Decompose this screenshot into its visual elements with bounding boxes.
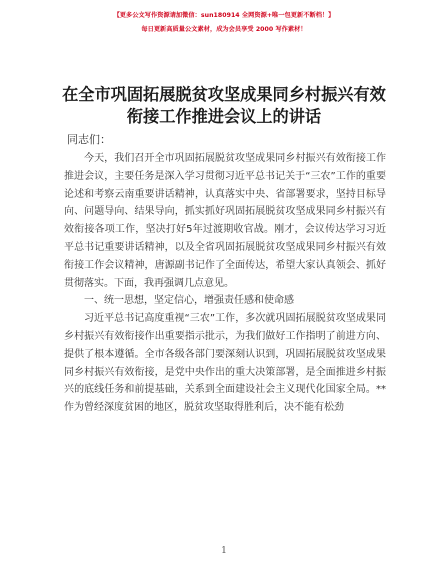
promo-banner [0,9,448,37]
document-body [64,150,386,417]
paragraph-intro: 今天，我们召开全市巩固拓展脱贫攻坚成果同乡村振兴有效衔接工作推进会议，主要任务是深入学习贯彻习近平总书记关于“三农”工作的重要论述和考察云南重要讲话精神，认真落实中央、省部署要求，坚持目标导向、问题导向、结果导向，抓实抓好巩固拓展脱贫攻坚成果同乡村振兴有效衔接各项工作，坚决打好5年过渡期收官战。刚才，会议传达学习习近平总书记重要讲话精神，以及全省巩固拓展脱贫攻坚成果同乡村振兴有效衔接工作会议精神，唐源副书记作了全面传达，希望大家认真领会、抓好贯彻落实。下面，我再强调几点意见。 [64,153,386,289]
paragraph-section-1: 习近平总书记高度重视“三农”工作，多次就巩固拓展脱贫攻坚成果同乡村振兴有效衔接作出重要指示批示，为我们做好工作指明了前进方向、提供了根本遵循。全市各级各部门要深刻认识到，巩固拓展脱贫攻坚成果同乡村振兴有效衔接，是党中央作出的重大决策部署，是全面推进乡村振兴的底线任务和前提基础，关系到全面建设社会主义现代化国家全局。**作为曾经深度贫困的地区，脱贫攻坚取得胜利后，决不能有松劲 [64,313,386,414]
document-title-line1: 在全市巩固拓展脱贫攻坚成果同乡村振兴有效 [62,85,386,104]
document-title-line2: 衔接工作推进会议上的讲话 [126,107,322,126]
promo-banner-line1: 【更多公文写作资源请加微信：sun180914 全网资源+唯一包更新不断档！】 [113,12,335,19]
salutation: 同志们： [67,133,111,146]
page-number: 1 [221,546,227,556]
promo-banner-line2: 每日更新高质量公文素材，成为会员享受 2000 写作素材！ [141,26,307,33]
document-title [0,84,448,128]
section-heading-1: 一、统一思想，坚定信心，增强责任感和使命感 [84,295,294,307]
